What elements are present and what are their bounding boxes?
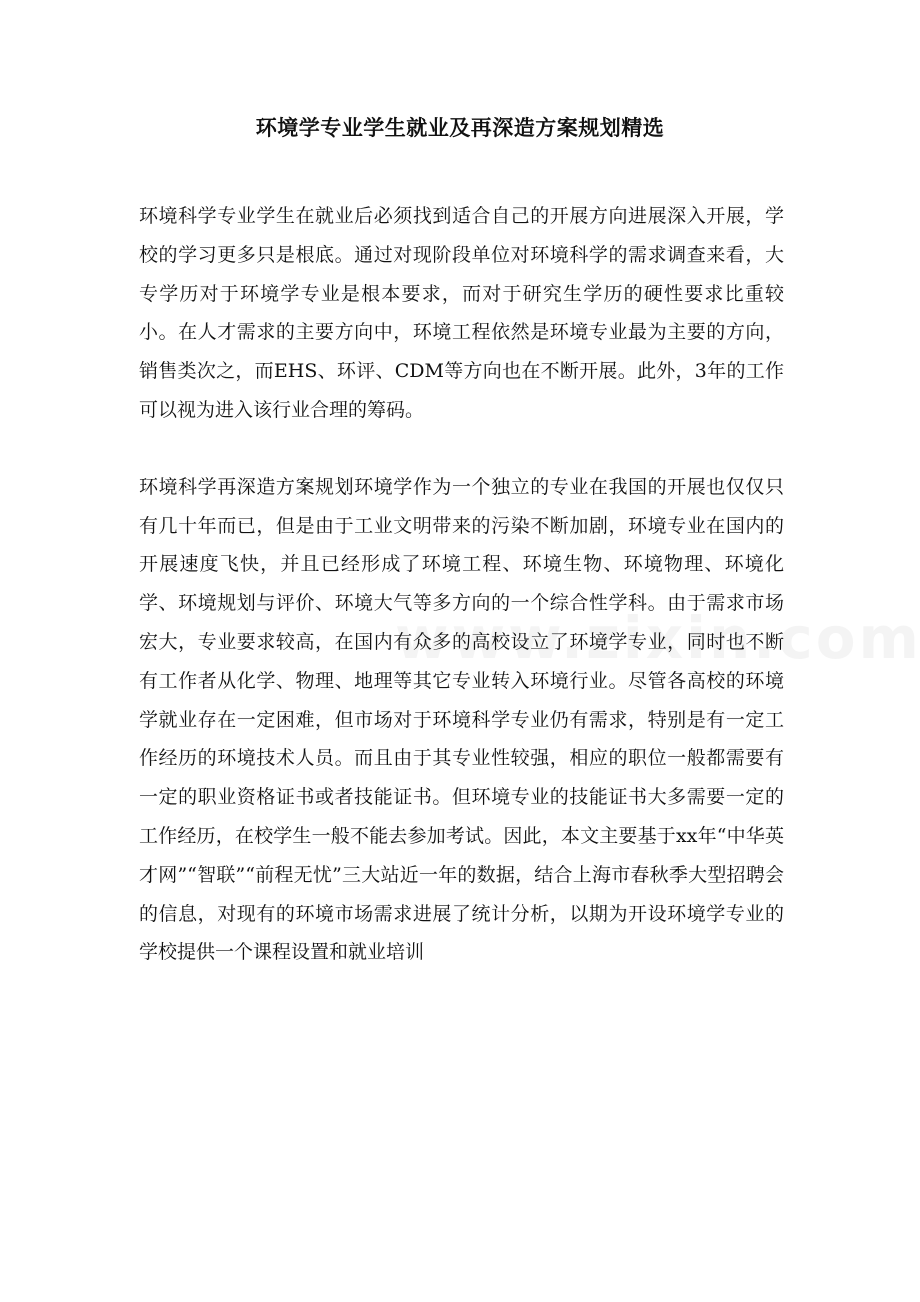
document-title: 环境学专业学生就业及再深造方案规划精选: [255, 116, 665, 140]
paragraph-employment: 环境科学专业学生在就业后必须找到适合自己的开展方向进展深入开展，学校的学习更多只是根底。通过对现阶段单位对环境科学的需求调查来看，大专学历对于环境学专业是根本要求，而对于研究生学历的硬性要求比重较小。在人才需求的主要方向中，环境工程依然是环境专业最为主要的方向，销售类次之，而EHS、环评、CDM等方向也在不断开展。此外，3年的工作可以视为进入该行业合理的筹码。: [139, 205, 784, 421]
document-body: [139, 197, 784, 972]
paragraph-further-study: 环境科学再深造方案规划环境学作为一个独立的专业在我国的开展也仅仅只有几十年而已，但是由于工业文明带来的污染不断加剧，环境专业在国内的开展速度飞快，并且已经形成了环境工程、环境生物、环境物理、环境化学、环境规划与评价、环境大气等多方向的一个综合性学科。由于需求市场宏大，专业要求较高，在国内有众多的高校设立了环境学专业，同时也不断有工作者从化学、物理、地理等其它专业转入环境行业。尽管各高校的环境学就业存在一定困难，但市场对于环境科学专业仍有需求，特别是有一定工作经历的环境技术人员。而且由于其专业性较强，相应的职位一般都需要有一定的职业资格证书或者技能证书。但环境专业的技能证书大多需要一定的工作经历，在校学生一般不能去参加考试。因此，本文主要基于xx年“中华英才网”“智联”“前程无忧”三大站近一年的数据，结合上海市春秋季大型招聘会的信息，对现有的环境市场需求进展了统计分析，以期为开设环境学专业的学校提供一个课程设置和就业培训: [139, 475, 784, 964]
